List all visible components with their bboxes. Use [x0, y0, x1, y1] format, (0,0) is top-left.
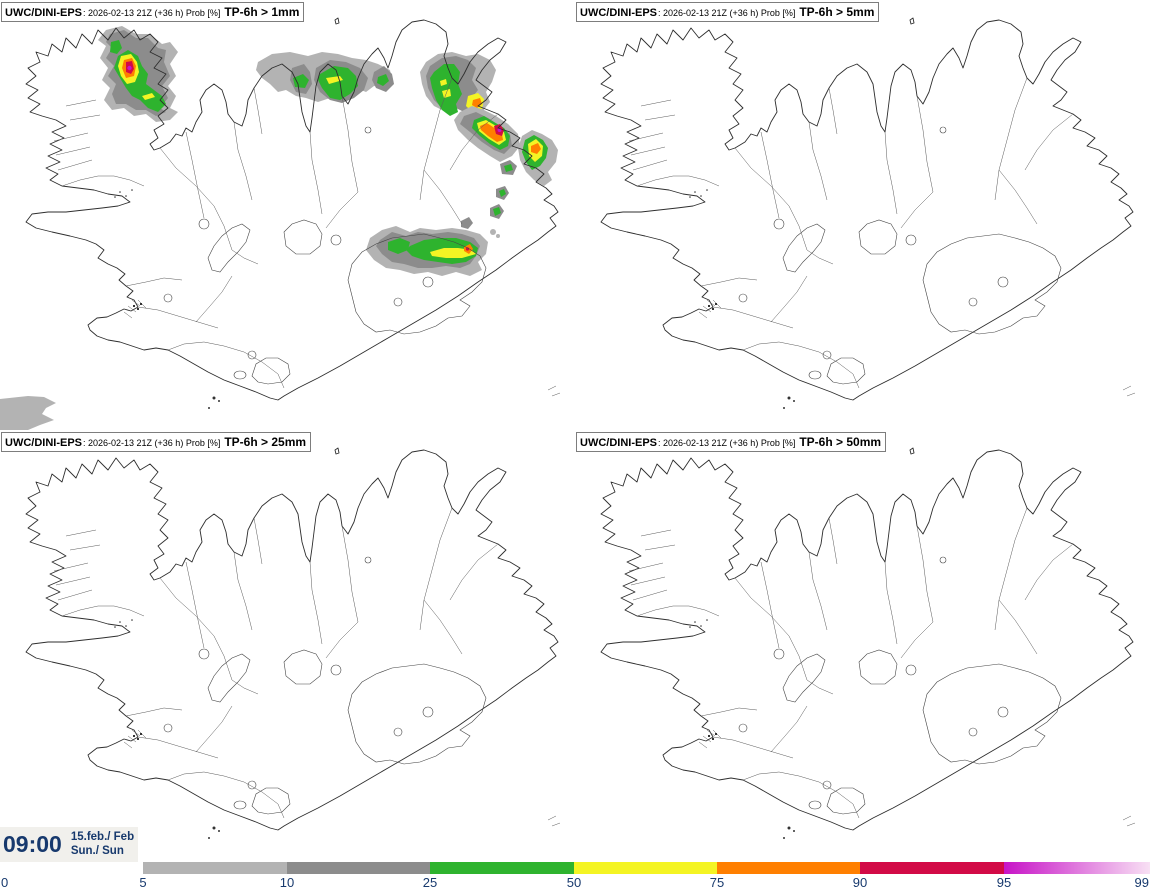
threshold-label: TP-6h > 1mm: [224, 5, 300, 19]
colorbar-segment-75-90: [717, 862, 860, 874]
threshold-label: TP-6h > 50mm: [799, 435, 882, 449]
model-name: UWC/DINI-EPS: [5, 7, 82, 19]
colorbar-segment-90-95: [860, 862, 1004, 874]
valid-day: Sun./ Sun: [70, 844, 124, 857]
run-info: : 2026-02-13 21Z (+36 h) Prob [%]: [83, 8, 221, 18]
colorbar-segment-10-25: [287, 862, 430, 874]
iceland-map: [0, 430, 575, 860]
colorbar-tick-75: 75: [709, 875, 725, 890]
colorbar-segment-95-99: [1004, 862, 1150, 874]
panel-tp6h-gt-1mm: [0, 0, 575, 430]
iceland-map: [0, 0, 575, 430]
panel-title: [1, 2, 304, 22]
panel-title: [1, 432, 311, 452]
colorbar-segment-5-10: [143, 862, 287, 874]
colorbar-tick-90: 90: [852, 875, 868, 890]
model-name: UWC/DINI-EPS: [580, 437, 657, 449]
colorbar-tick-5: 5: [139, 875, 147, 890]
valid-date-block: [71, 831, 134, 859]
model-name: UWC/DINI-EPS: [580, 7, 657, 19]
panel-tp6h-gt-50mm: [575, 430, 1150, 860]
colorbar-tick-10: 10: [279, 875, 295, 890]
colorbar-tick-95: 95: [996, 875, 1012, 890]
colorbar-tick-25: 25: [422, 875, 438, 890]
valid-date: 15.feb./ Feb: [70, 830, 135, 843]
threshold-label: TP-6h > 5mm: [799, 5, 875, 19]
probability-contours: [0, 26, 558, 430]
run-info: : 2026-02-13 21Z (+36 h) Prob [%]: [658, 438, 796, 448]
panel-tp6h-gt-5mm: [575, 0, 1150, 430]
colorbar-tick-99: 99: [1134, 875, 1149, 890]
valid-time-box: [0, 827, 138, 862]
colorbar-tick-50: 50: [566, 875, 582, 890]
panel-title: [576, 2, 879, 22]
iceland-map: [575, 430, 1150, 860]
run-info: : 2026-02-13 21Z (+36 h) Prob [%]: [83, 438, 221, 448]
colorbar-segment-25-50: [430, 862, 574, 874]
iceland-map: [575, 0, 1150, 430]
valid-time: 09:00: [3, 831, 62, 857]
colorbar-tick-0: 0: [1, 875, 9, 890]
model-name: UWC/DINI-EPS: [5, 437, 82, 449]
threshold-label: TP-6h > 25mm: [224, 435, 307, 449]
panel-tp6h-gt-25mm: [0, 430, 575, 860]
panel-title: [576, 432, 886, 452]
run-info: : 2026-02-13 21Z (+36 h) Prob [%]: [658, 8, 796, 18]
probability-colorbar: [143, 862, 1150, 874]
colorbar-segment-50-75: [574, 862, 717, 874]
